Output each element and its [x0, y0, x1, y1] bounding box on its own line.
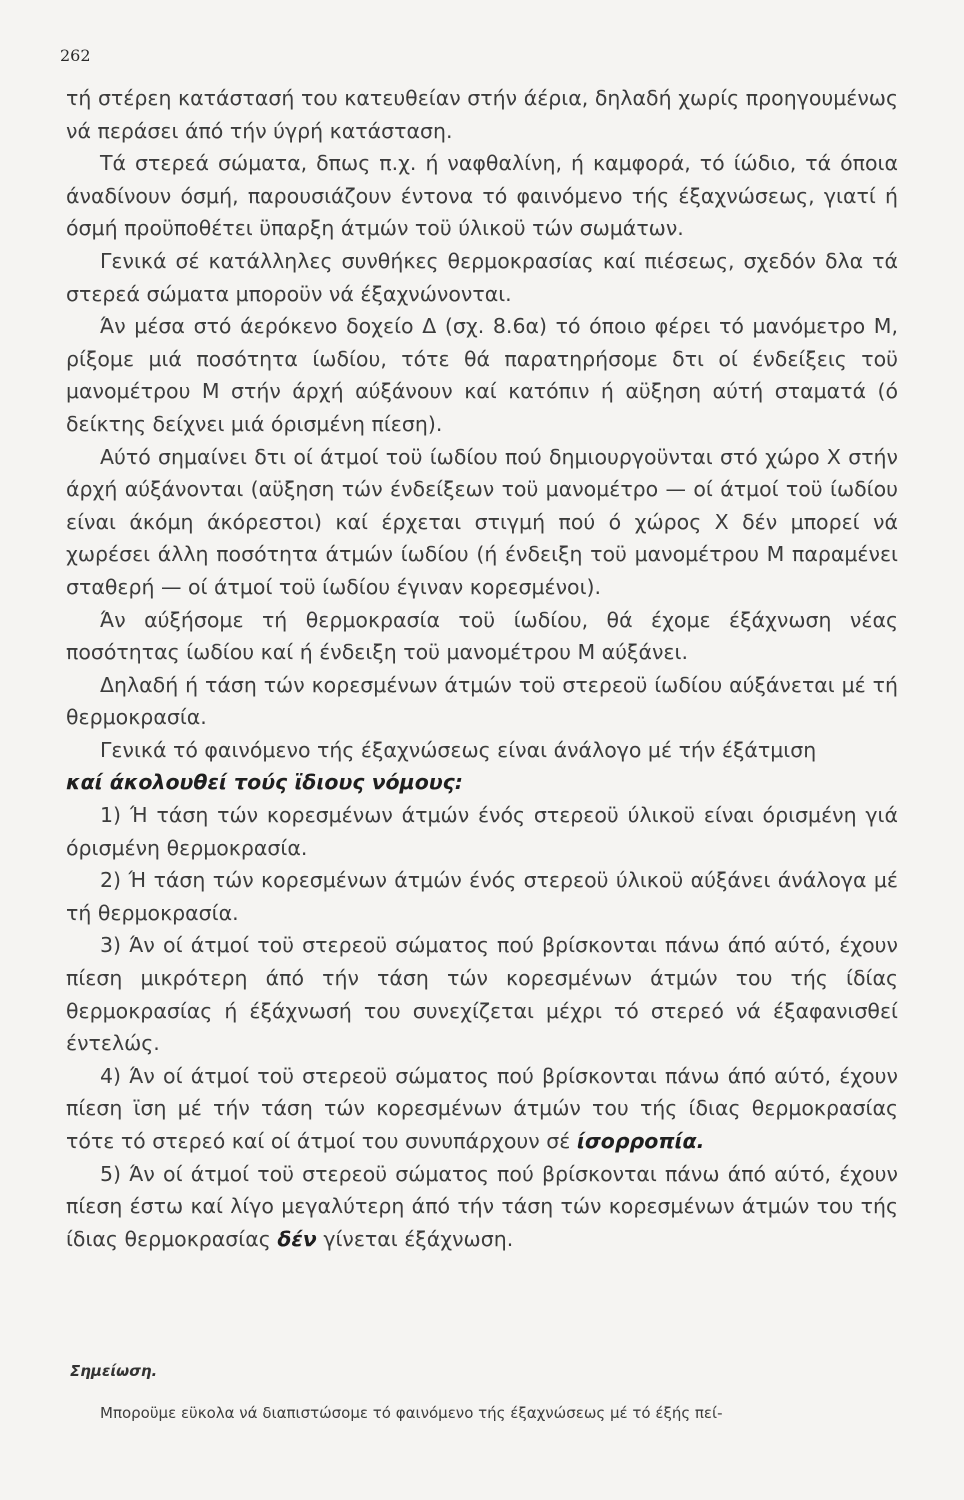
law-1: 1) Ή τάση τών κορεσμένων άτμών ένός στερεοϋ ύλικοϋ είναι όρισμένη γιά όρισμένη θερμοκρασία.	[66, 803, 898, 860]
law-5-after: γίνεται έξάχνωση.	[323, 1226, 514, 1251]
law-5-before: 5) Άν οί άτμοί τοϋ στερεοϋ σώματος πού βρίσκονται πάνω άπό αύτό, έχουν πίεση έστω καί λίγο μεγαλύτερη άπό τήν τάση τών κορεσμένων άτμών του τής ίδιας θερμοκρασίας	[66, 1161, 898, 1251]
body-text	[66, 82, 898, 1255]
laws-heading: καί άκολουθεί τούς ϊδιους νόμους:	[66, 770, 464, 795]
paragraph-7: Δηλαδή ή τάση τών κορεσμένων άτμών τοϋ στερεοϋ ίωδίου αύξάνεται μέ τή θερμοκρασία.	[66, 672, 898, 730]
paragraph-4: Άν μέσα στό άερόκενο δοχείο Δ (σχ. 8.6α) τό όποιο φέρει τό μανόμετρο Μ, ρίξομε μιά ποσότητα ίωδίου, τότε θά παρατηρήσομε δτι οί ένδείξεις τοϋ μανομέτρου Μ στήν άρχή αύξάνουν καί κατόπιν ή αϋξηση αύτή σταματά (ό δείκτης δείχνει μιά όρισμένη πίεση).	[66, 314, 898, 436]
law-3: 3) Άν οί άτμοί τοϋ στερεοϋ σώματος πού βρίσκονται πάνω άπό αύτό, έχουν πίεση μικρότερη άπό τήν τάση τών κορεσμένων άτμών του τής ίδίας θερμοκρασίας ή έξάχνωσή του συνεχίζεται μέχρι τό στερεό νά έξαφανισθεί έντελώς.	[66, 933, 898, 1056]
paragraph-1: τή στέρεη κατάστασή του κατευθείαν στήν άέρια, δηλαδή χωρίς προηγουμένως νά περάσει άπό τήν ύγρή κατάσταση.	[66, 86, 898, 143]
paragraph-3: Γενικά σέ κατάλληλες συνθήκες θερμοκρασίας καί πιέσεως, σχεδόν δλα τά στερεά σώματα μποροϋν νά έξαχνώνονται.	[66, 248, 898, 306]
law-5-emphasis: δέν	[277, 1226, 317, 1251]
page-number: 262	[60, 46, 91, 65]
law-4-emphasis: ίσορροπία.	[576, 1129, 705, 1153]
law-4-text: 4) Άν οί άτμοί τοϋ στερεοϋ σώματος πού βρίσκονται πάνω άπό αύτό, έχουν πίεση ϊση μέ τήν τάση τών κορεσμένων άτμών του τής ίδιας θερμοκρασίας τότε τό στερεό καί οί άτμοί του συνυπάρχουν σέ	[66, 1063, 898, 1153]
law-4	[66, 1060, 898, 1158]
note-text: Μποροϋμε εϋκολα νά διαπιστώσομε τό φαινόμενο τής έξαχνώσεως μέ τό έξής πεί-	[100, 1404, 723, 1422]
paragraph-5: Αύτό σημαίνει δτι οί άτμοί τοϋ ίωδίου πού δημιουργοϋνται στό χώρο Χ στήν άρχή αύξάνονται (αϋξηση τών ένδείξεων τοϋ μανομέτρο — οί άτμοί τοϋ ίωδίου είναι άκόμη άκόρεστοι) καί έρχεται στιγμή πού ό χώρος Χ δέν μπορεί νά χωρέσει άλλη ποσότητα άτμών ίωδίου (ή ένδειξη τοϋ μανομέτρου Μ παραμένει σταθερή — οί άτμοί τοϋ ίωδίου έγιναν κορεσμένοι).	[66, 444, 898, 599]
law-2: 2) Ή τάση τών κορεσμένων άτμών ένός στερεοϋ ύλικοϋ αύξάνει άνάλογα μέ τή θερμοκρασία.	[66, 868, 898, 925]
paragraph-2: Τά στερεά σώματα, δπως π.χ. ή ναφθαλίνη, ή καμφορά, τό ίώδιο, τά όποια άναδίνουν όσμή, παρουσιάζουν έντονα τό φαινόμενο τής έξαχνώσεως, γιατί ή όσμή προϋποθέτει ϋπαρξη άτμών τοϋ ύλικοϋ τών σωμάτων.	[66, 151, 898, 241]
law-5	[66, 1158, 898, 1256]
paragraph-6: Άν αύξήσομε τή θερμοκρασία τοϋ ίωδίου, θά έχομε έξάχνωση νέας ποσότητας ίωδίου καί ή ένδειξη τοϋ μανομέτρου Μ αύξάνει.	[66, 607, 898, 665]
note-heading: Σημείωση.	[70, 1362, 158, 1380]
paragraph-8: Γενικά τό φαινόμενο τής έξαχνώσεως είναι άνάλογο μέ τήν έξάτμιση	[100, 737, 817, 762]
